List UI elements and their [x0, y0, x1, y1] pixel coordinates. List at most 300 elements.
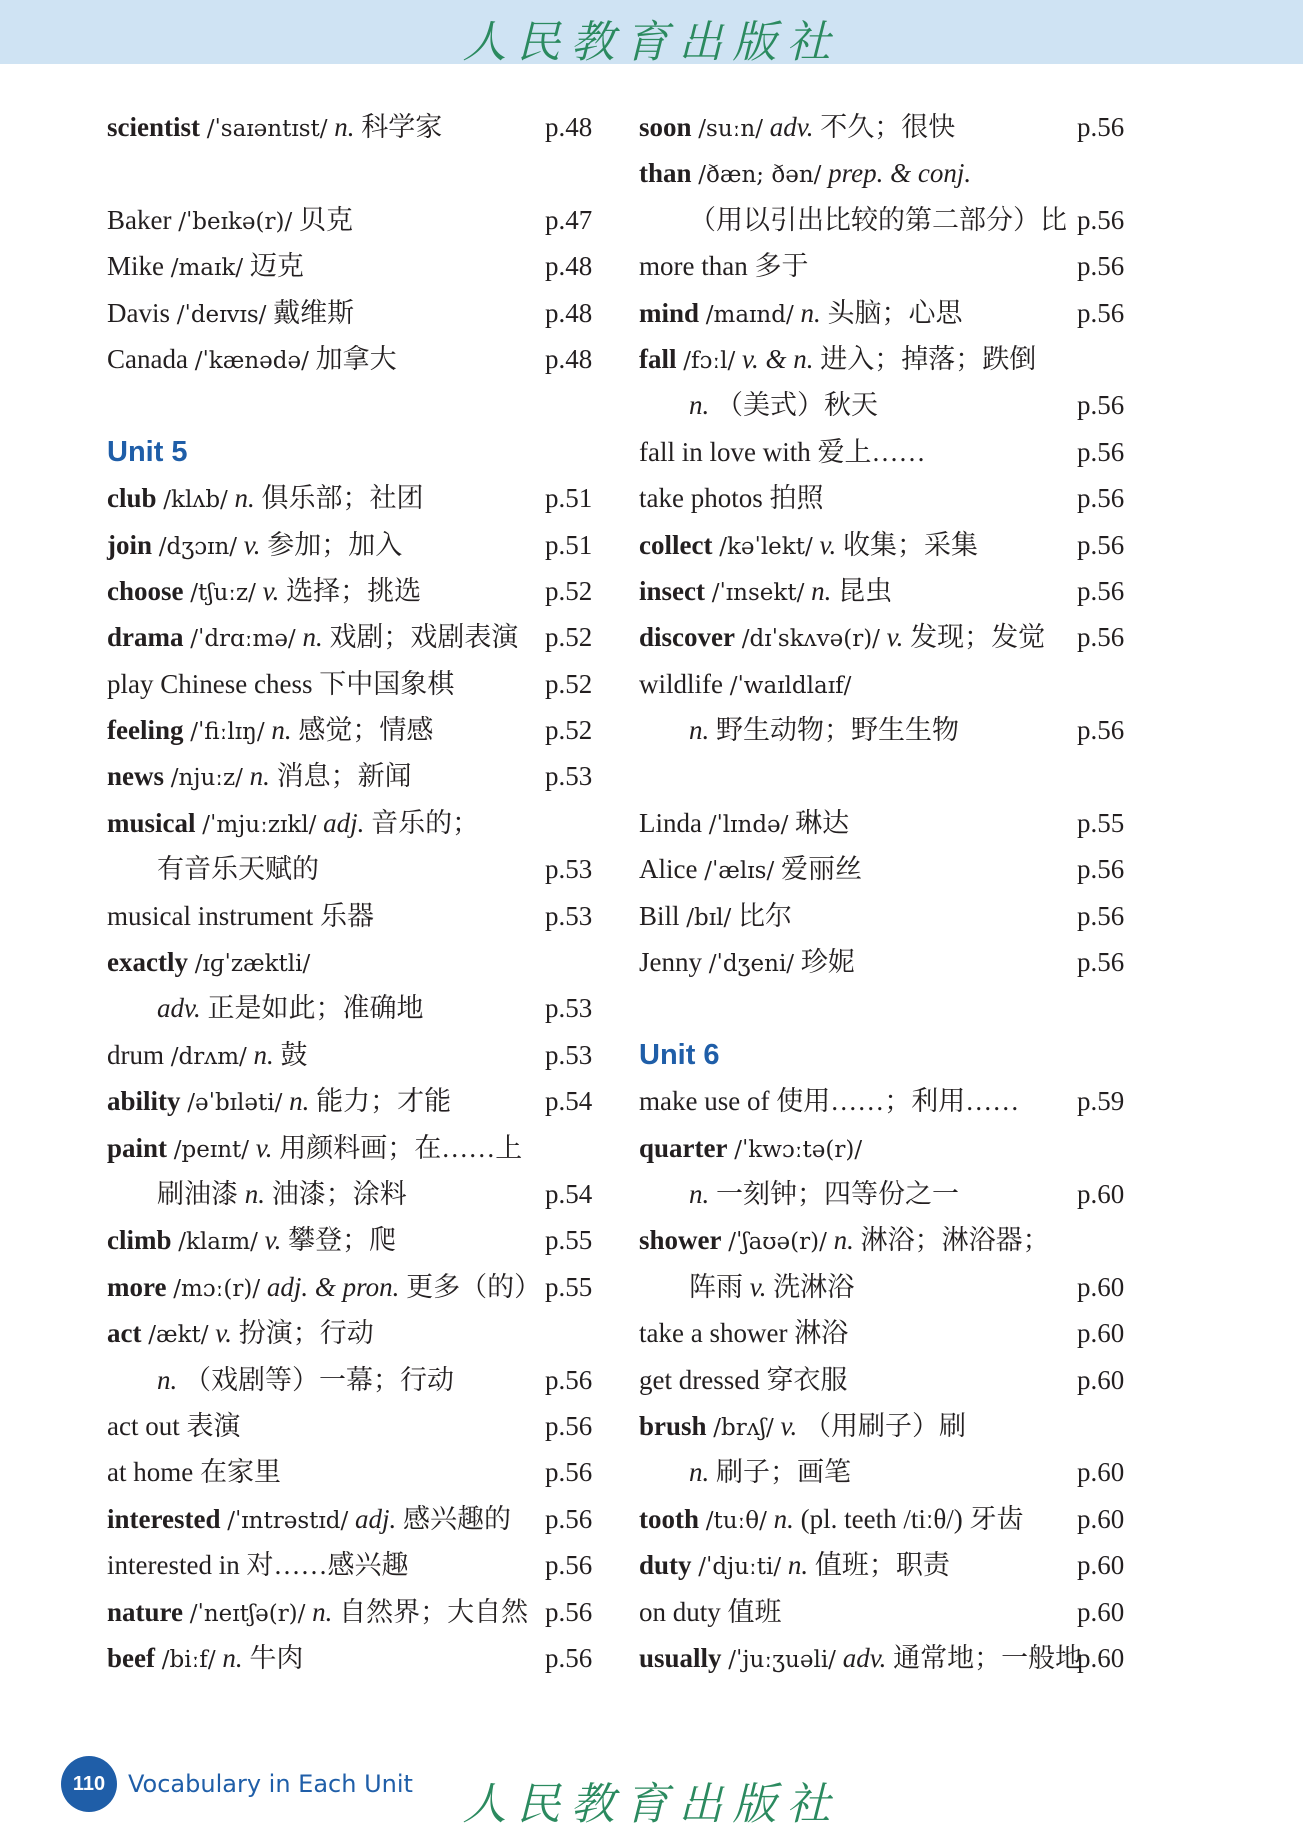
phonetic: /brʌʃ/: [713, 1414, 774, 1441]
entry-text: [107, 522, 402, 570]
vocab-entry: [107, 1589, 597, 1635]
page-ref: p.56: [1077, 390, 1125, 421]
page-ref: p.56: [545, 1642, 593, 1673]
section-title: Vocabulary in Each Unit: [128, 1770, 413, 1798]
vocab-entry: [107, 104, 597, 150]
page-ref: p.48: [545, 343, 593, 374]
phonetic: /mɔː(r)/: [173, 1275, 261, 1302]
entry-text: [107, 104, 442, 152]
meaning: 迈克: [249, 251, 304, 282]
entry-text: [639, 614, 1045, 662]
meaning: 进入；掉落；跌倒: [820, 343, 1037, 374]
entry-text: [157, 1171, 407, 1217]
entry-text: [639, 429, 925, 475]
entry-text: [689, 197, 1067, 243]
entry-text: [107, 1078, 451, 1126]
phonetic: /ɪɡˈzæktli/: [194, 951, 311, 978]
part-of-speech: v.: [243, 529, 261, 560]
headword: ability: [107, 1086, 181, 1117]
headword: duty: [639, 1550, 692, 1581]
entry-text: [639, 1125, 862, 1173]
page-ref: p.56: [1077, 251, 1125, 282]
phonetic: /maɪk/: [170, 255, 244, 282]
part-of-speech: v.: [215, 1318, 233, 1349]
meaning: 正是如此；准确地: [207, 993, 424, 1024]
vocab-entry: [107, 1125, 597, 1171]
phonetic: /ˈbeɪkə(r)/: [178, 208, 293, 235]
page-ref: p.52: [545, 668, 593, 699]
entry-text: [107, 1589, 528, 1637]
headword: interested: [107, 1503, 221, 1534]
vocab-entry: [107, 1403, 597, 1449]
meaning: 昆虫: [838, 575, 893, 606]
headword: fall: [639, 343, 677, 374]
entry-text: [107, 1403, 240, 1449]
meaning: 消息；新闻: [276, 761, 412, 792]
vocab-entry: [107, 661, 597, 707]
vocab-entry: [639, 1310, 1129, 1356]
phonetic: /ˈwaɪldlaɪf/: [729, 672, 852, 699]
headword: beef: [107, 1642, 155, 1673]
part-of-speech: n.: [249, 761, 270, 792]
part-of-speech: v.: [819, 529, 837, 560]
phonetic: /ðæn; ðən/: [698, 162, 822, 189]
meaning: (pl. teeth /tiːθ/) 牙齿: [800, 1503, 1024, 1534]
meaning: 值班；职责: [814, 1550, 950, 1581]
vocab-entry: [107, 939, 597, 985]
meaning: 加拿大: [315, 343, 397, 374]
vocab-entry: [107, 800, 597, 846]
entry-text: [107, 753, 412, 801]
page-ref: p.56: [1077, 900, 1125, 931]
entry-text: [107, 243, 304, 291]
headword-plain: more than: [639, 251, 748, 282]
page-ref: p.48: [545, 251, 593, 282]
meaning: 感兴趣的: [402, 1503, 511, 1534]
part-of-speech: n.: [222, 1642, 243, 1673]
entry-text: [639, 1078, 1019, 1124]
page-ref: p.56: [1077, 112, 1125, 142]
headword: paint: [107, 1132, 168, 1163]
unit-heading-text: Unit 5: [107, 435, 188, 468]
entry-text: [639, 475, 823, 521]
entry-text: [639, 1403, 966, 1451]
part-of-speech: adj.: [323, 807, 365, 838]
page-ref: p.53: [545, 993, 593, 1024]
vocab-entry: [107, 522, 597, 568]
phonetic: /njuːz/: [170, 765, 243, 792]
headword: nature: [107, 1596, 184, 1627]
meaning: 牛肉: [249, 1642, 304, 1673]
page-ref: p.60: [1077, 1642, 1125, 1673]
vocab-entry: [639, 336, 1129, 382]
page-ref: p.48: [545, 112, 593, 142]
part-of-speech: n.: [253, 1039, 274, 1070]
part-of-speech: prep. & conj.: [828, 158, 972, 189]
part-of-speech: adj. & pron.: [266, 1271, 400, 1302]
headword-plain: make use of: [639, 1086, 770, 1117]
entry-text: [107, 893, 374, 939]
page-ref: p.51: [545, 529, 593, 560]
vocab-entry: [639, 1403, 1129, 1449]
phonetic: /fɔːl/: [683, 347, 736, 374]
headword-plain: Alice: [639, 854, 698, 885]
meaning: 比尔: [737, 900, 792, 931]
page-ref: p.60: [1077, 1550, 1125, 1581]
page-ref: p.56: [545, 1364, 593, 1395]
page-ref: p.60: [1077, 1596, 1125, 1627]
part-of-speech: v. & n.: [742, 343, 814, 374]
page-ref: p.56: [1077, 854, 1125, 885]
meaning: （用以引出比较的第二部分）比: [689, 204, 1067, 235]
meaning: 拍照: [769, 483, 824, 514]
vocab-entry: [639, 893, 1129, 939]
vocab-entry: [639, 1217, 1129, 1263]
meaning: 收集；采集: [842, 529, 978, 560]
page-ref: p.52: [545, 715, 593, 746]
meaning: 能力；才能: [316, 1086, 452, 1117]
meaning: 值班: [727, 1596, 782, 1627]
part-of-speech: n.: [811, 575, 832, 606]
page-ref: p.56: [1077, 483, 1125, 514]
headword: quarter: [639, 1132, 728, 1163]
headword: collect: [639, 529, 713, 560]
phonetic: /əˈbɪləti/: [187, 1090, 283, 1117]
vocab-entry: [107, 336, 597, 382]
meaning: 有音乐天赋的: [157, 854, 319, 885]
vocab-entry: [107, 707, 597, 753]
meaning: 爱丽丝: [780, 854, 862, 885]
vocab-entry: [107, 475, 597, 521]
headword: than: [639, 158, 692, 189]
headword-plain: musical instrument: [107, 900, 314, 931]
page-ref: p.55: [545, 1225, 593, 1256]
part-of-speech: n.: [302, 622, 323, 653]
page-ref: p.56: [545, 1550, 593, 1581]
page-ref: p.56: [545, 1410, 593, 1441]
vocab-entry: [107, 568, 597, 614]
vocab-entry: [639, 522, 1129, 568]
blank-row: [639, 753, 1129, 799]
entry-text: [639, 800, 849, 848]
headword-plain: take a shower: [639, 1318, 788, 1349]
vocab-entry: [107, 1635, 597, 1681]
meaning: 不久；很快: [820, 112, 956, 142]
vocab-entry: [639, 1542, 1129, 1588]
meaning: 戴维斯: [273, 297, 355, 328]
part-of-speech: n.: [689, 390, 710, 421]
phonetic: /klaɪm/: [178, 1229, 258, 1256]
meaning: （戏剧等）一幕；行动: [184, 1364, 454, 1395]
meaning: 扮演；行动: [238, 1318, 374, 1349]
headword-plain: interested in: [107, 1550, 240, 1581]
page-ref: p.56: [545, 1503, 593, 1534]
phonetic: /dʒɔɪn/: [158, 533, 238, 560]
phonetic: /ˈɪnsekt/: [711, 579, 805, 606]
blank-row: [107, 382, 597, 428]
headword-plain: Linda: [639, 807, 702, 838]
entry-text: [107, 1542, 408, 1588]
entry-text: [639, 522, 978, 570]
meaning: 一刻钟；四等份之一: [716, 1178, 959, 1209]
part-of-speech: n.: [334, 112, 355, 142]
vocab-entry: [639, 1125, 1129, 1171]
part-of-speech: adv.: [769, 112, 814, 142]
part-of-speech: v.: [262, 575, 280, 606]
meaning: 爱上……: [817, 436, 926, 467]
phonetic: /ˈɪntrəstɪd/: [227, 1507, 349, 1534]
phonetic: /ˈneɪtʃə(r)/: [189, 1600, 306, 1627]
part-of-speech: n.: [234, 483, 255, 514]
page-ref: p.51: [545, 483, 593, 514]
headword-plain: Bill: [639, 900, 680, 931]
unit-heading: [107, 429, 597, 475]
meaning: 在家里: [199, 1457, 281, 1488]
phonetic: /drʌm/: [170, 1043, 247, 1070]
entry-text: [639, 939, 855, 987]
entry-text: [639, 1635, 1082, 1683]
part-of-speech: n.: [787, 1550, 809, 1581]
entry-text: [639, 846, 862, 894]
entry-text: [107, 1032, 308, 1080]
page-ref: p.59: [1077, 1086, 1125, 1117]
part-of-speech: v.: [780, 1410, 798, 1441]
page-ref: p.60: [1077, 1318, 1125, 1349]
page-ref: p.55: [1077, 807, 1125, 838]
headword-plain: take photos: [639, 483, 763, 514]
entry-text: [639, 290, 962, 338]
headword-plain: on duty: [639, 1596, 721, 1627]
meaning: 头脑；心思: [827, 297, 963, 328]
vocab-entry: [639, 1357, 1129, 1403]
meaning: 攀登；爬: [288, 1225, 397, 1256]
vocab-entry: [639, 800, 1129, 846]
entry-text: [639, 150, 971, 198]
entry-text: [639, 1310, 848, 1356]
entry-text: [107, 614, 518, 662]
meaning: 刷油漆: [157, 1178, 238, 1209]
right-column: [639, 104, 1129, 1681]
page-ref: p.52: [545, 575, 593, 606]
vocab-entry: [107, 290, 597, 336]
phonetic: /bɪl/: [686, 904, 732, 931]
part-of-speech: adj.: [354, 1503, 397, 1534]
phonetic: /peɪnt/: [173, 1136, 250, 1163]
meaning: 淋浴: [794, 1318, 849, 1349]
entry-text: [639, 1542, 950, 1590]
meaning: 琳达: [795, 807, 850, 838]
meaning: 用颜料画；在……上: [279, 1132, 523, 1163]
phonetic: /dɪˈskʌvə(r)/: [741, 626, 880, 653]
meaning: 下中国象棋: [319, 668, 455, 699]
entry-text: [639, 1357, 847, 1403]
entry-continuation: [639, 1264, 1129, 1310]
headword: tooth: [639, 1503, 699, 1534]
headword-plain: Baker: [107, 204, 172, 235]
vocab-entry: [639, 429, 1129, 475]
page-ref: p.56: [1077, 297, 1125, 328]
part-of-speech: v.: [886, 622, 904, 653]
meaning: 发现；发觉: [910, 622, 1046, 653]
headword: news: [107, 761, 165, 792]
phonetic: /ˈkænədə/: [194, 347, 309, 374]
phonetic: /ˈdʒeni/: [708, 951, 795, 978]
vocab-entry: [107, 197, 597, 243]
page-ref: p.53: [545, 761, 593, 792]
page-ref: p.56: [1077, 204, 1125, 235]
entry-text: [107, 1217, 396, 1265]
entry-text: [107, 1449, 281, 1495]
phonetic: /ˈdjuːti/: [698, 1554, 782, 1581]
part-of-speech: n.: [271, 715, 292, 746]
vocab-entry: [639, 290, 1129, 336]
page-ref: p.56: [545, 1596, 593, 1627]
page-ref: p.56: [1077, 575, 1125, 606]
vocab-entry: [639, 1496, 1129, 1542]
entry-text: [639, 568, 892, 616]
page-ref: p.48: [545, 297, 593, 328]
entry-continuation: [639, 197, 1129, 243]
vocab-entry: [639, 1589, 1129, 1635]
headword-plain: drum: [107, 1039, 164, 1070]
phonetic: /ˈdrɑːmə/: [190, 626, 296, 653]
page-number: 110: [61, 1756, 117, 1812]
entry-continuation: [107, 1171, 597, 1217]
entry-text: [107, 661, 454, 707]
phonetic: /ækt/: [148, 1322, 209, 1349]
page-ref: p.56: [1077, 529, 1125, 560]
vocab-entry: [107, 614, 597, 660]
page-ref: p.47: [545, 204, 593, 235]
headword: discover: [639, 622, 735, 653]
entry-text: [639, 336, 1036, 384]
meaning: 穿衣服: [766, 1364, 848, 1395]
meaning: 使用……；利用……: [776, 1086, 1020, 1117]
meaning: 淋浴；淋浴器；: [860, 1225, 1050, 1256]
entry-text: [639, 104, 955, 152]
part-of-speech: n.: [312, 1596, 333, 1627]
headword: act: [107, 1318, 142, 1349]
meaning: 野生动物；野生生物: [716, 715, 959, 746]
headword: soon: [639, 112, 692, 142]
phonetic: /ˈjuːʒuəli/: [728, 1646, 836, 1673]
phonetic: /biːf/: [161, 1646, 216, 1673]
phonetic: /ˈʃaʊə(r)/: [728, 1229, 827, 1256]
entry-text: [157, 846, 319, 892]
headword-plain: Mike: [107, 251, 164, 282]
entry-text: [639, 1217, 1050, 1265]
headword: climb: [107, 1225, 172, 1256]
meaning: 自然界；大自然: [339, 1596, 529, 1627]
phonetic: /ˈfiːlɪŋ/: [190, 719, 265, 746]
vocab-entry: [639, 243, 1129, 289]
blank-row: [639, 985, 1129, 1031]
page-ref: p.53: [545, 1039, 593, 1070]
part-of-speech: n.: [689, 715, 710, 746]
headword: scientist: [107, 112, 200, 142]
part-of-speech: n.: [289, 1086, 310, 1117]
headword: musical: [107, 807, 196, 838]
headword-plain: Jenny: [639, 947, 702, 978]
entry-text: [107, 336, 397, 384]
blank-row: [107, 150, 597, 196]
meaning-second: 洗淋浴: [773, 1271, 855, 1302]
part-of-speech: n.: [244, 1178, 265, 1209]
page-ref: p.53: [545, 854, 593, 885]
headword-plain: get dressed: [639, 1364, 760, 1395]
meaning: 乐器: [319, 900, 374, 931]
phonetic: /ˈdeɪvɪs/: [176, 301, 267, 328]
part-of-speech: n.: [689, 1178, 710, 1209]
headword-plain: at home: [107, 1457, 194, 1488]
entry-text: [107, 800, 479, 848]
headword: brush: [639, 1410, 707, 1441]
page-ref: p.56: [1077, 622, 1125, 653]
headword-plain: play Chinese chess: [107, 668, 313, 699]
publisher-logo: 人民教育出版社: [462, 17, 841, 68]
meaning: （用刷子）刷: [804, 1410, 966, 1441]
headword: drama: [107, 622, 184, 653]
meaning: 珍妮: [800, 947, 855, 978]
entry-text: [639, 1589, 782, 1635]
meaning-second: 油漆；涂料: [271, 1178, 407, 1209]
meaning: 俱乐部；社团: [261, 483, 424, 514]
vocab-entry: [639, 661, 1129, 707]
vocab-entry: [107, 1496, 597, 1542]
entry-continuation: [639, 1449, 1129, 1495]
entry-text: [107, 707, 433, 755]
meaning: （美式）秋天: [716, 390, 878, 421]
entry-text: [689, 382, 878, 428]
vocab-entry: [639, 1078, 1129, 1124]
entry-text: [107, 1125, 522, 1173]
entry-text: [107, 1310, 374, 1358]
page-ref: p.52: [545, 622, 593, 653]
part-of-speech: adv.: [842, 1642, 887, 1673]
entry-text: [639, 1496, 1024, 1544]
vocab-entry: [107, 1264, 597, 1310]
vocab-entry: [639, 1635, 1129, 1681]
vocab-entry: [639, 475, 1129, 521]
page-ref: p.60: [1077, 1271, 1125, 1302]
phonetic: /tuːθ/: [705, 1507, 767, 1534]
meaning: 戏剧；戏剧表演: [329, 622, 519, 653]
page-ref: p.54: [545, 1178, 593, 1209]
entry-text: [107, 1264, 541, 1312]
headword-plain: Canada: [107, 343, 188, 374]
entry-continuation: [639, 1171, 1129, 1217]
entry-text: [107, 197, 353, 245]
entry-text: [107, 568, 421, 616]
meaning: 更多（的）: [406, 1271, 542, 1302]
page-ref: p.54: [545, 1086, 593, 1117]
vocab-entry: [107, 753, 597, 799]
meaning: 鼓: [280, 1039, 308, 1070]
vocab-entry: [639, 104, 1129, 150]
phonetic: /klʌb/: [163, 487, 228, 514]
part-of-speech: v.: [255, 1132, 273, 1163]
page-ref: p.55: [545, 1271, 593, 1302]
headword: join: [107, 529, 153, 560]
meaning: 贝克: [298, 204, 353, 235]
meaning: 表演: [186, 1410, 241, 1441]
headword: mind: [639, 297, 700, 328]
phonetic: /kəˈlekt/: [719, 533, 813, 560]
headword-plain: act out: [107, 1410, 180, 1441]
page-ref: p.60: [1077, 1364, 1125, 1395]
entry-text: [157, 985, 423, 1031]
page-ref: p.56: [1077, 436, 1125, 467]
